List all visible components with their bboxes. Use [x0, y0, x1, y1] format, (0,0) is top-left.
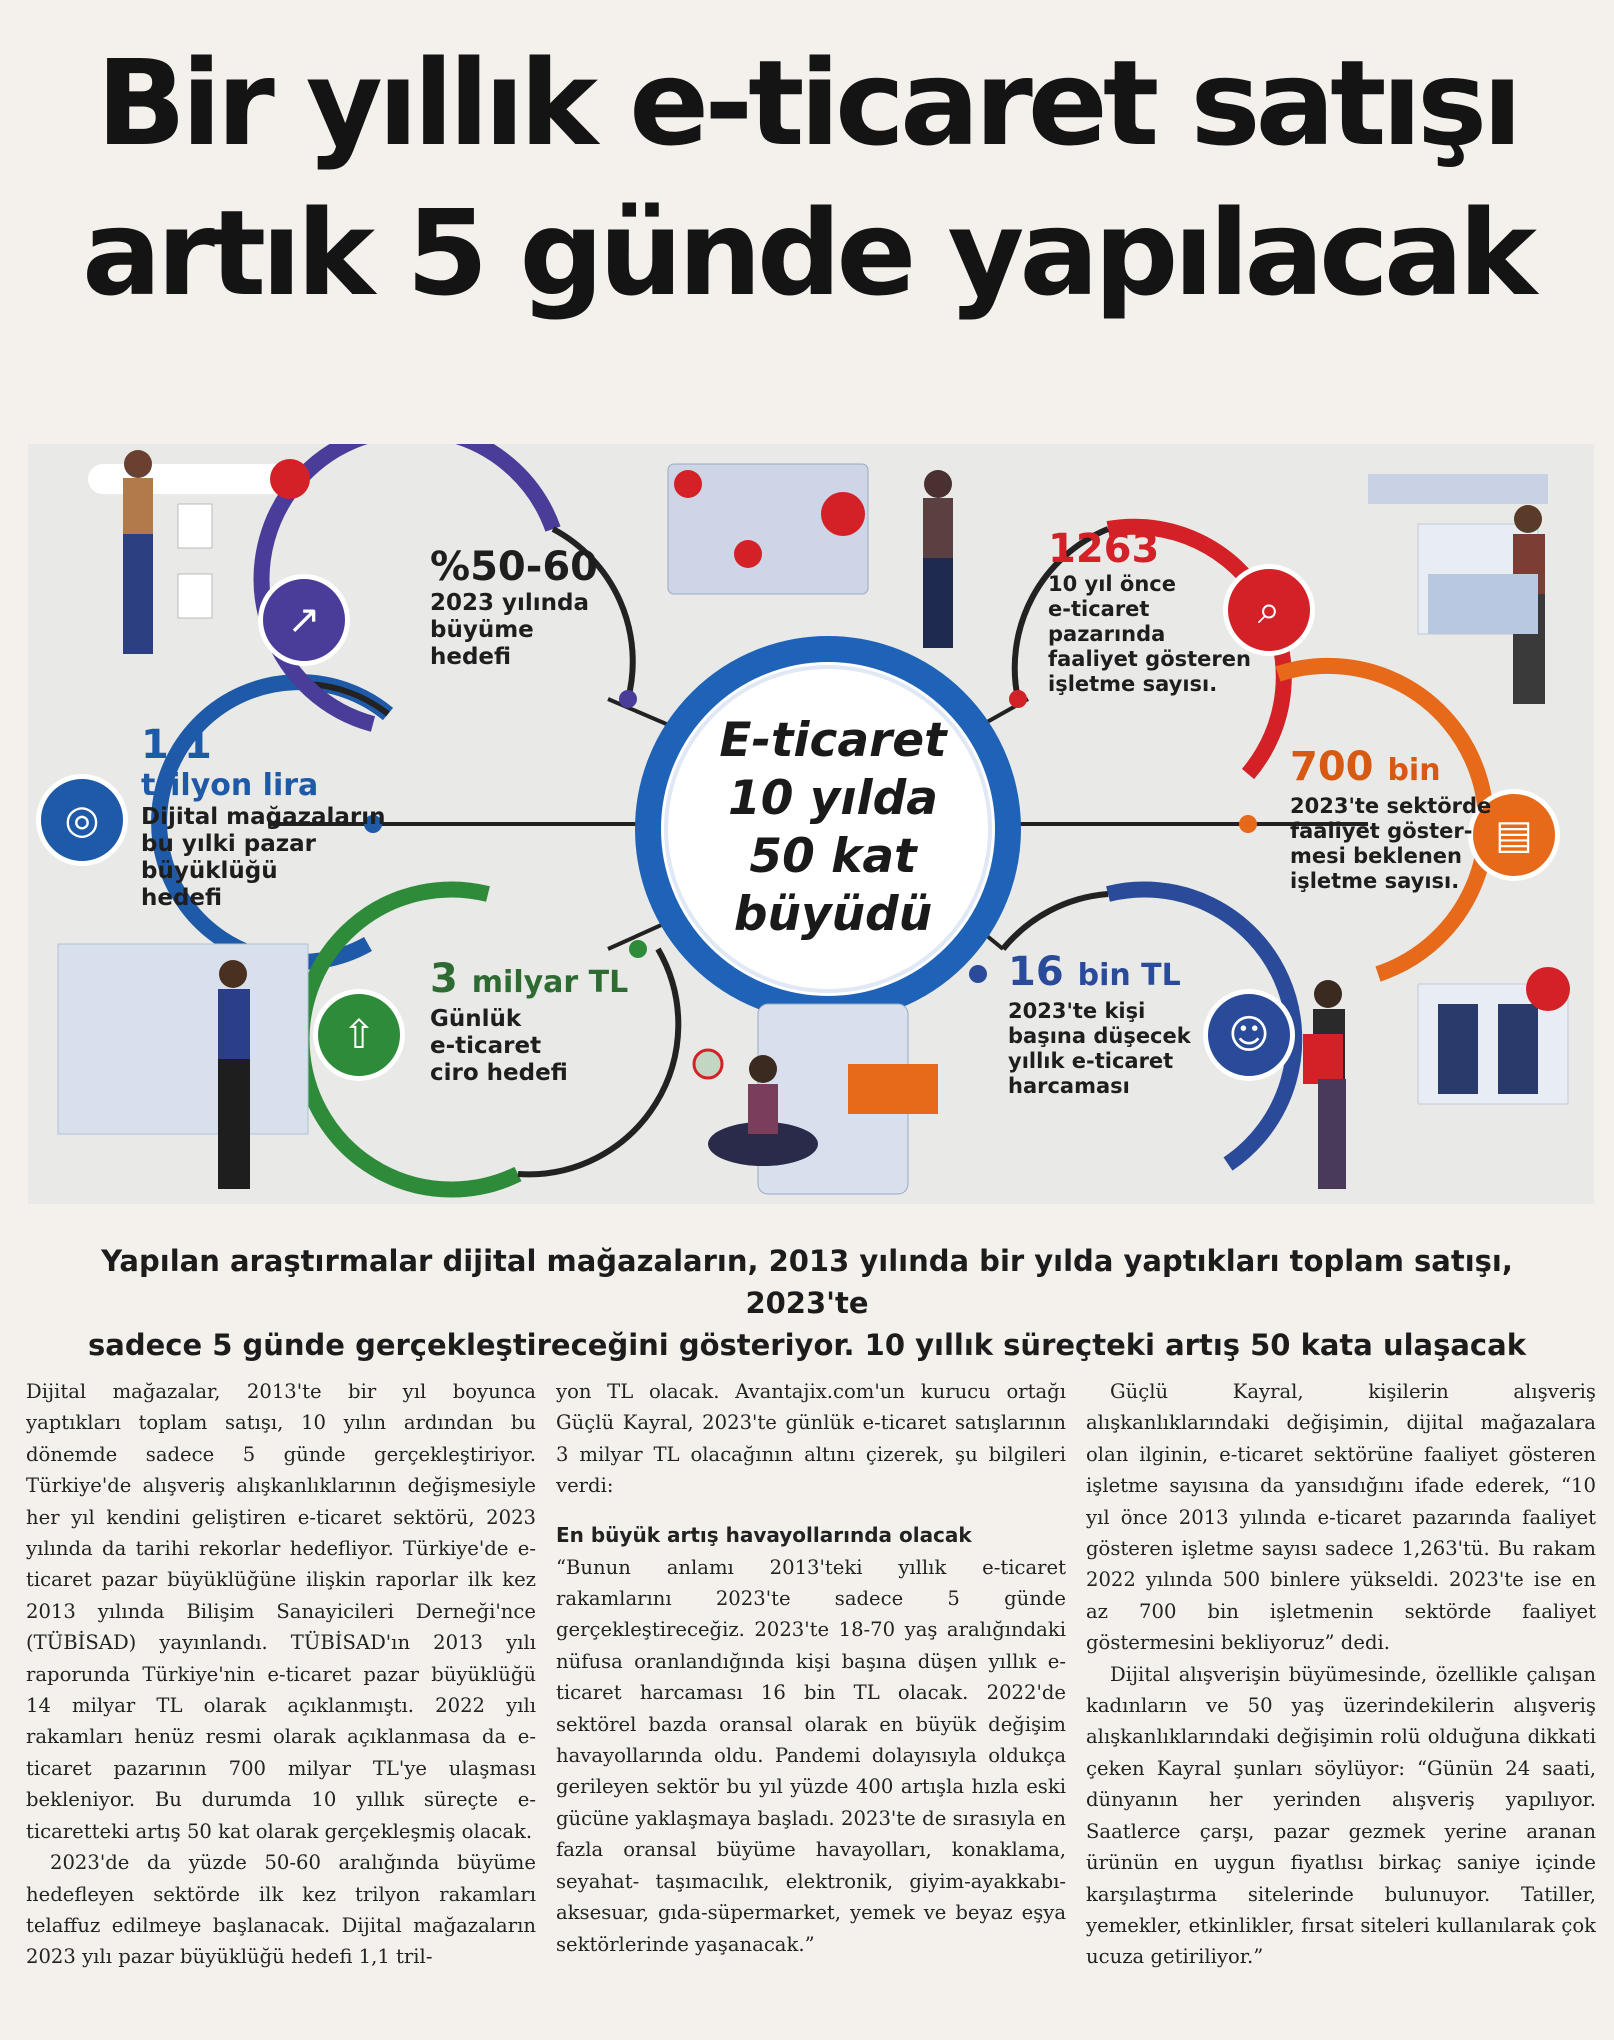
coins-growth-icon: ⇧ — [313, 989, 405, 1081]
stat-desc: mesi beklenen — [1290, 844, 1462, 868]
person-dashboard-illustration — [58, 944, 308, 1189]
stat-unit: trilyon lira — [141, 768, 319, 803]
headline-line-1: Bir yıllık e-ticaret satışı — [96, 34, 1518, 172]
person-phone-illustration — [694, 1004, 938, 1194]
article-paragraph: “Bunun anlamı 2013'teki yıllık e-ticaret rakamlarını 2023'te sadece 5 günde gerçekleştireceğiz. 2023'te 18-70 yaş aralığındaki nüfusa oranlandığında kişi başına düşen yıllık e-ticaret harcaması 16 bin TL olacak. 2022'de sektörel bazda oransal olarak en büyük değişim havayollarında oldu. Pandemi dolayısıyla oldukça gerileyen sektör bu yıl yüzde 400 artışla hızla eski gücüne yaklaşmaya başladı. 2023'te de sırasıyla en fazla oransal büyüme havayolları, konaklama, seyahat- taşımacılık, elektronik, giyim-ayakkabı-aksesuar, gıda-süpermarket, yemek ve beyaz eşya sektörlerinde yaşanacak.” — [556, 1555, 1066, 1956]
stat-desc: 2023'te sektörde — [1290, 794, 1492, 818]
connector-dot — [1239, 815, 1257, 833]
people-icon: ☺ — [1203, 989, 1295, 1081]
stat-value: 700 — [1290, 744, 1374, 790]
connector-dot — [619, 690, 637, 708]
article-column-3 — [1086, 1376, 1596, 2016]
stat-desc: 10 yıl önce — [1048, 572, 1176, 596]
stat-value: 3 — [430, 956, 458, 1002]
stat-desc: ciro hedefi — [430, 1060, 568, 1086]
article-paragraph: yon TL olacak. Avantajix.com'un kurucu ortağı Güçlü Kayral, 2023'te günlük e-ticaret satışlarının 3 milyar TL olacağının altını çizerek, şu bilgileri verdi: — [556, 1380, 1066, 1498]
article-paragraph: 2023'de da yüzde 50-60 aralığında büyüme hedefleyen sektörde ilk kez trilyon rakamları telaffuz edilmeye başlanacak. Dijital mağazaların 2023 yılı pazar büyüklüğü hedefi 1,1 tril- — [26, 1851, 536, 1969]
stat-desc: Dijital mağazaların — [141, 804, 386, 830]
center-title — [688, 712, 978, 944]
article-paragraph: Dijital mağazalar, 2013'te bir yıl boyunca yaptıkları toplam satışı, 10 yılın ardından bu dönemde sadece 5 günde gerçekleştiriyor. Türkiye'de alışveriş alışkanlıklarının değişmesiyle her yıl kendini geliştiren e-ticaret sektörü, 2023 yılında da tarihi rekorlar hedefliyor. Türkiye'de e-ticaret pazar büyüklüğüne ilişkin raporlar ilk kez 2013 yılında Bilişim Sanayicileri Derneği'nce (TÜBİSAD) yayınlandı. TÜBİSAD'ın 2013 yılı raporunda Türkiye'nin e-ticaret pazar büyüklüğü 14 milyar TL olarak açıklanmıştı. 2022 yılı rakamları henüz resmi olarak açıklanmasa da e-ticaret pazarının 700 milyar TL'ye ulaşması bekleniyor. Bu durumda 10 yıllık süreçte e-ticaretteki artış 50 kat olarak gerçekleşmiş olacak. — [26, 1380, 536, 1843]
stat-desc: başına düşecek — [1008, 1024, 1191, 1048]
stat-desc: pazarında — [1048, 622, 1166, 646]
stat-value: 1263 — [1048, 526, 1160, 572]
subheadline-line-2: sadece 5 günde gerçekleştireceğini gösteriyor. 10 yıllık süreçteki artış 50 kata ulaşacak — [88, 1328, 1526, 1362]
article-paragraph: Güçlü Kayral, kişilerin alışveriş alışkanlıklarındaki değişimin, dijital mağazalara olan ilginin, e-ticaret sektörüne faaliyet gösteren işletme sayısına da yansıdığını ifade ederek, “10 yıl önce 2013 yılında e-ticaret pazarında faaliyet gösteren işletme sayısı sadece 1,263'tü. Bu rakam 2022 yılında 500 binlere yükseldi. 2023'te ise en az 700 bin işletmenin sektörde faaliyet göstermesini bekliyoruz” dedi. — [1086, 1380, 1596, 1655]
stat-unit: bin — [1387, 753, 1441, 788]
stat-desc: işletme sayısı. — [1048, 672, 1218, 696]
globe-hand-icon: ◎ — [36, 774, 128, 866]
connector-dot — [969, 965, 987, 983]
stat-desc: faaliyet gösteren — [1048, 647, 1251, 671]
stat-daily — [430, 956, 628, 1087]
article-column-1 — [26, 1376, 536, 2016]
stat-desc: bu yılki pazar — [141, 831, 317, 857]
trend-chart-icon: ↗ — [258, 574, 350, 666]
person-window-illustration — [1368, 474, 1548, 704]
stat-unit: bin TL — [1077, 958, 1181, 993]
magnifier-person-icon: ⌕ — [1223, 564, 1315, 656]
briefcase-icon: ▤ — [1468, 789, 1560, 881]
connector-dot — [1009, 690, 1027, 708]
person-shopping-illustration — [1303, 967, 1570, 1189]
article-column-2 — [556, 1376, 1066, 2016]
stat-desc: yıllık e-ticaret — [1008, 1049, 1174, 1073]
stat-expected — [1290, 744, 1491, 894]
stat-businesses — [1048, 526, 1251, 697]
subheadline-line-1: Yapılan araştırmalar dijital mağazaların, 2013 yılında bir yılda yaptıkları toplam satışı, 2023'te — [101, 1244, 1513, 1320]
connector-dot — [629, 940, 647, 958]
stat-desc: büyüklüğü — [141, 858, 278, 884]
stat-value: 1,1 — [141, 722, 212, 768]
stat-desc: 2023 yılında — [430, 590, 590, 616]
stat-desc: faaliyet göster- — [1290, 819, 1473, 843]
stat-desc: hedefi — [430, 644, 512, 670]
article-subheading: En büyük artış havayollarında olacak — [556, 1522, 972, 1547]
headline-line-2: artık 5 günde yapılacak — [81, 184, 1533, 322]
infographic — [28, 444, 1594, 1204]
stat-desc: e-ticaret — [1048, 597, 1150, 621]
article-paragraph: Dijital alışverişin büyümesinde, özellikle çalışan kadınların ve 50 yaş üzerindekilerin alışveriş alışkanlıklarındaki değişimin rolü olduğuna dikkati çeken Kayral şunları söylüyor: “Günün 24 saati, dünyanın her yerinden alışveriş yapılıyor. Saatlerce çarşı, pazar gezmek yerine aranan ürünün en uygun fiyatlısı birkaç saniye içinde karşılaştırma sitelerinde bulunuyor. Tatiller, yemekler, etkinlikler, fırsat siteleri kullanılarak çok ucuza getiriliyor.” — [1086, 1662, 1596, 1969]
stat-value: %50-60 — [430, 544, 599, 590]
center-line: büyüdü — [733, 887, 933, 942]
center-line: E-ticaret — [719, 713, 947, 768]
stat-desc: Günlük — [430, 1006, 522, 1032]
ring-perperson-tail — [1003, 894, 1108, 949]
stat-growth — [430, 544, 598, 671]
subheadline — [40, 1240, 1574, 1366]
center-line: 50 kat — [749, 829, 917, 884]
stat-market — [141, 722, 386, 912]
stat-desc: harcaması — [1008, 1074, 1130, 1098]
computer-question-illustration — [668, 464, 953, 648]
stat-desc: 2023'te kişi — [1008, 999, 1146, 1023]
headline — [0, 28, 1614, 328]
stat-desc: hedefi — [141, 885, 223, 911]
center-line: 10 yılda — [728, 771, 938, 826]
stat-unit: milyar TL — [471, 965, 629, 1000]
stat-desc: işletme sayısı. — [1290, 869, 1460, 893]
stat-desc: büyüme — [430, 617, 534, 643]
stat-value: 16 — [1008, 949, 1064, 995]
stat-perperson — [1008, 949, 1191, 1099]
stat-desc: e-ticaret — [430, 1033, 542, 1059]
